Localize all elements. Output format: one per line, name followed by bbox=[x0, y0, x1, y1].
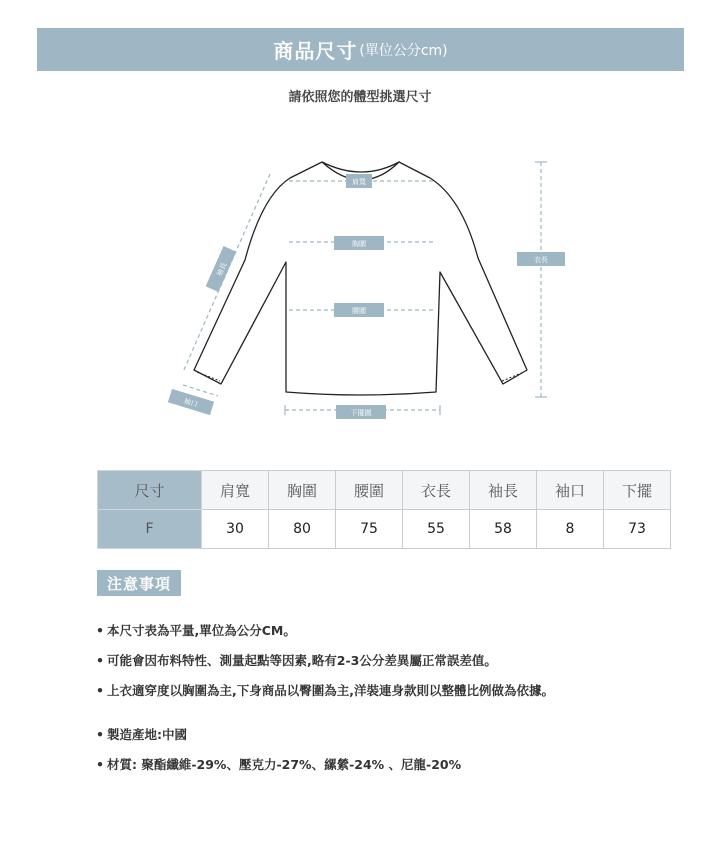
sweater-outline bbox=[194, 162, 527, 395]
note-item bbox=[96, 621, 296, 639]
note-text: 上衣適穿度以胸圍為主,下身商品以臀圍為主,洋裝連身款則以整體比例做為依據。 bbox=[107, 683, 554, 698]
header-cell-cuff: 袖口 bbox=[537, 471, 604, 510]
page-title-unit: (單位公分cm) bbox=[359, 42, 448, 59]
bullet: • bbox=[96, 757, 104, 772]
chest-label: 胸圍 bbox=[352, 240, 366, 248]
header-cell-chest: 胸圍 bbox=[269, 471, 336, 510]
bullet: • bbox=[96, 623, 104, 638]
bullet: • bbox=[96, 683, 104, 698]
length-label: 衣長 bbox=[534, 256, 548, 264]
material-item bbox=[96, 755, 461, 773]
origin-text: 製造產地:中國 bbox=[107, 727, 187, 742]
cell-waist: 75 bbox=[336, 510, 403, 549]
cell-hem: 73 bbox=[604, 510, 671, 549]
cell-chest: 80 bbox=[269, 510, 336, 549]
size-table bbox=[97, 470, 671, 549]
cuff-label: 袖口 bbox=[182, 397, 199, 409]
cell-cuff: 8 bbox=[537, 510, 604, 549]
notes-heading: 注意事項 bbox=[97, 570, 181, 596]
header-cell-shoulder: 肩寬 bbox=[202, 471, 269, 510]
bullet: • bbox=[96, 727, 104, 742]
shoulder-label: 肩寬 bbox=[352, 178, 366, 186]
cell-length: 55 bbox=[403, 510, 470, 549]
header-cell-waist: 腰圍 bbox=[336, 471, 403, 510]
cell-shoulder: 30 bbox=[202, 510, 269, 549]
material-text: 材質: 聚酯纖維-29%、壓克力-27%、縲縈-24% 、尼龍-20% bbox=[107, 757, 462, 772]
page-subtitle: 請依照您的體型挑選尺寸 bbox=[288, 90, 432, 105]
header-cell-size: 尺寸 bbox=[98, 471, 202, 510]
header-cell-sleeve: 袖長 bbox=[470, 471, 537, 510]
chest-tag bbox=[334, 236, 384, 250]
size-table-header-row bbox=[98, 471, 671, 510]
header-cell-hem: 下擺 bbox=[604, 471, 671, 510]
waist-label: 腰圍 bbox=[352, 307, 366, 315]
bullet: • bbox=[96, 653, 104, 668]
note-text: 可能會因布料特性、測量起點等因素,略有2-3公分差異屬正常誤差值。 bbox=[107, 653, 497, 668]
table-row bbox=[98, 510, 671, 549]
measure-ticks bbox=[285, 162, 547, 415]
note-text: 本尺寸表為平量,單位為公分CM。 bbox=[107, 623, 296, 638]
cell-size: F bbox=[98, 510, 202, 549]
cell-sleeve: 58 bbox=[470, 510, 537, 549]
hem-label: 下擺圍 bbox=[350, 409, 372, 417]
waist-tag bbox=[334, 303, 384, 317]
length-tag bbox=[517, 252, 565, 266]
note-item bbox=[96, 681, 554, 699]
origin-item bbox=[96, 725, 187, 743]
shoulder-tag bbox=[346, 174, 372, 188]
header-cell-length: 衣長 bbox=[403, 471, 470, 510]
hem-tag bbox=[336, 405, 386, 419]
sleeve-tag bbox=[206, 246, 237, 292]
sleeve-label: 袖長 bbox=[215, 261, 229, 278]
page-title: 商品尺寸 bbox=[273, 39, 358, 63]
note-item bbox=[96, 651, 497, 669]
cuff-tag bbox=[168, 389, 214, 415]
measure-lines bbox=[183, 162, 541, 410]
